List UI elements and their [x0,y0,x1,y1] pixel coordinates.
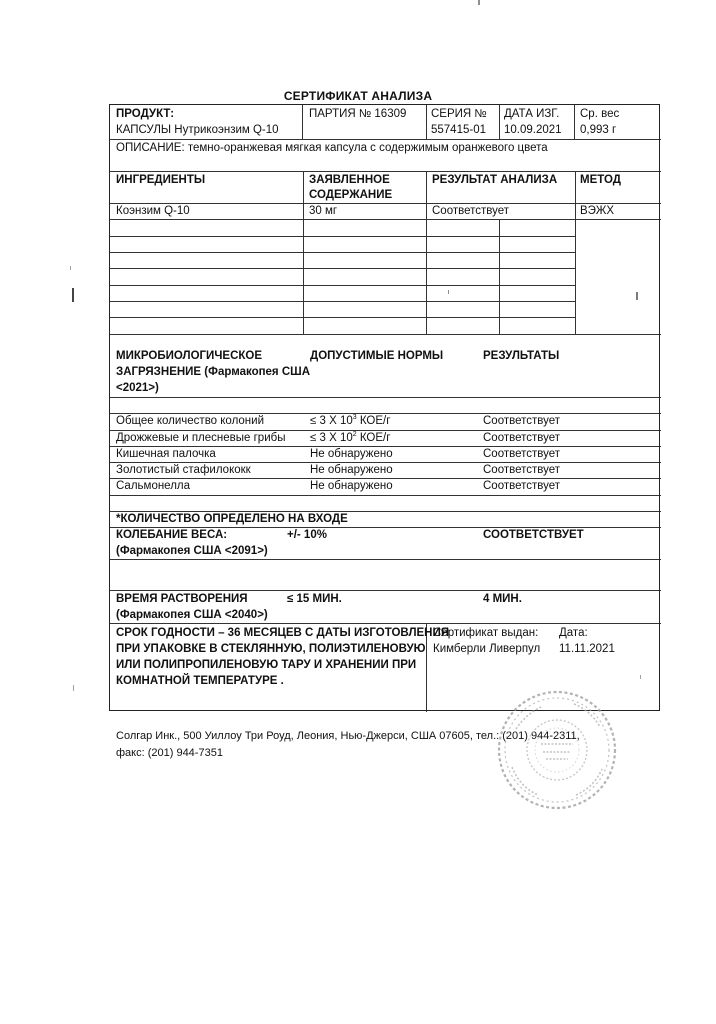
issued-by-label: Сертификат выдан: [433,627,539,639]
micro-row-name: Кишечная палочка [116,448,216,460]
micro-row-norm: Не обнаружено [310,464,393,476]
avg-weight-value: 0,993 г [580,124,617,136]
dissolution-ref: (Фармакопея США <2040>) [116,609,268,621]
micro-row-result: Соответствует [483,464,561,476]
micro-row-result: Соответствует [483,432,561,444]
document-title: СЕРТИФИКАТ АНАЛИЗА [283,89,433,103]
shelf-life-line-4: КОМНАТНОЙ ТЕМПЕРАТУРЕ . [116,675,284,687]
micro-row-norm: ≤ 3 X $10^2$ КОЕ/г [310,431,391,444]
micro-row-result: Соответствует [483,415,561,427]
footer-line-1: Солгар Инк., 500 Уиллоу Три Роуд, Леония, Нью-Джерси, США 07605, тел.: (201) 944-2311, [116,730,580,742]
micro-norms-heading: ДОПУСТИМЫЕ НОРМЫ [310,350,444,362]
weight-variation-label: КОЛЕБАНИЕ ВЕСА: [116,529,228,541]
micro-row-name: Сальмонелла [116,480,191,492]
scan-mark [640,675,641,679]
series-value: 557415-01 [431,124,486,136]
description: ОПИСАНИЕ: темно-оранжевая мягкая капсула с содержимым оранжевого цвета [116,142,548,154]
issue-date-label: Дата: [559,627,588,639]
dissolution-norm: ≤ 15 МИН. [287,593,342,605]
declared-heading-2: СОДЕРЖАНИЕ [309,189,393,201]
dissolution-result: 4 МИН. [483,593,522,605]
weight-variation-ref: (Фармакопея США <2091>) [116,545,268,557]
ingredient-result: Соответствует [432,205,510,217]
micro-row-name: Общее количество колоний [116,415,265,427]
micro-row-name: Золотистый стафилококк [116,464,251,476]
manufacture-date-label: ДАТА ИЗГ. [504,108,560,120]
quantity-note: *КОЛИЧЕСТВО ОПРЕДЕЛЕНО НА ВХОДЕ [116,513,348,525]
result-heading: РЕЗУЛЬТАТ АНАЛИЗА [432,174,558,186]
ingredients-heading: ИНГРЕДИЕНТЫ [116,174,206,186]
micro-row-norm: Не обнаружено [310,480,393,492]
batch-number: ПАРТИЯ № 16309 [309,108,407,120]
footer-line-2: факс: (201) 944-7351 [116,747,223,759]
micro-title-1: МИКРОБИОЛОГИЧЕСКОЕ [116,350,263,362]
micro-row-result: Соответствует [483,480,561,492]
certificate-table [109,104,660,711]
micro-title-2: ЗАГРЯЗНЕНИЕ (Фармакопея США [116,366,311,378]
scan-mark [73,685,74,691]
dissolution-label: ВРЕМЯ РАСТВОРЕНИЯ [116,593,248,605]
issue-date-value: 11.11.2021 [559,643,615,655]
series-label: СЕРИЯ № [431,108,487,120]
product-value: КАПСУЛЫ Нутрикоэнзим Q-10 [116,124,279,136]
shelf-life-line-3: ИЛИ ПОЛИПРОПИЛЕНОВУЮ ТАРУ И ХРАНЕНИИ ПРИ [116,659,417,671]
micro-row-norm: ≤ 3 X $10^3$ КОЕ/г [310,414,391,427]
method-heading: МЕТОД [580,174,621,186]
issued-by-name: Кимберли Ливерпул [433,643,541,655]
micro-row-result: Соответствует [483,448,561,460]
company-seal-stamp [496,689,618,811]
weight-variation-result: СООТВЕТСТВУЕТ [483,529,584,541]
ingredient-name: Коэнзим Q-10 [116,205,190,217]
scan-mark [478,0,480,5]
ingredient-method: ВЭЖХ [580,205,615,217]
scan-mark [72,288,74,302]
ingredient-declared: 30 мг [309,205,338,217]
micro-row-norm: Не обнаружено [310,448,393,460]
micro-row-name: Дрожжевые и плесневые грибы [116,432,286,444]
shelf-life-line-2: ПРИ УПАКОВКЕ В СТЕКЛЯННУЮ, ПОЛИЭТИЛЕНОВУЮ [116,643,426,655]
scan-mark [448,290,449,294]
scan-mark [636,292,638,300]
product-label: ПРОДУКТ: [116,108,175,120]
weight-variation-norm: +/- 10% [287,529,327,541]
avg-weight-label: Ср. вес [580,108,620,120]
micro-title-3: <2021>) [116,382,159,394]
declared-heading-1: ЗАЯВЛЕННОЕ [309,174,390,186]
shelf-life-line-1: СРОК ГОДНОСТИ – 36 МЕСЯЦЕВ С ДАТЫ ИЗГОТОВЛЕНИЯ [116,627,450,639]
manufacture-date-value: 10.09.2021 [504,124,562,136]
scan-mark [70,266,71,270]
micro-results-heading: РЕЗУЛЬТАТЫ [483,350,560,362]
